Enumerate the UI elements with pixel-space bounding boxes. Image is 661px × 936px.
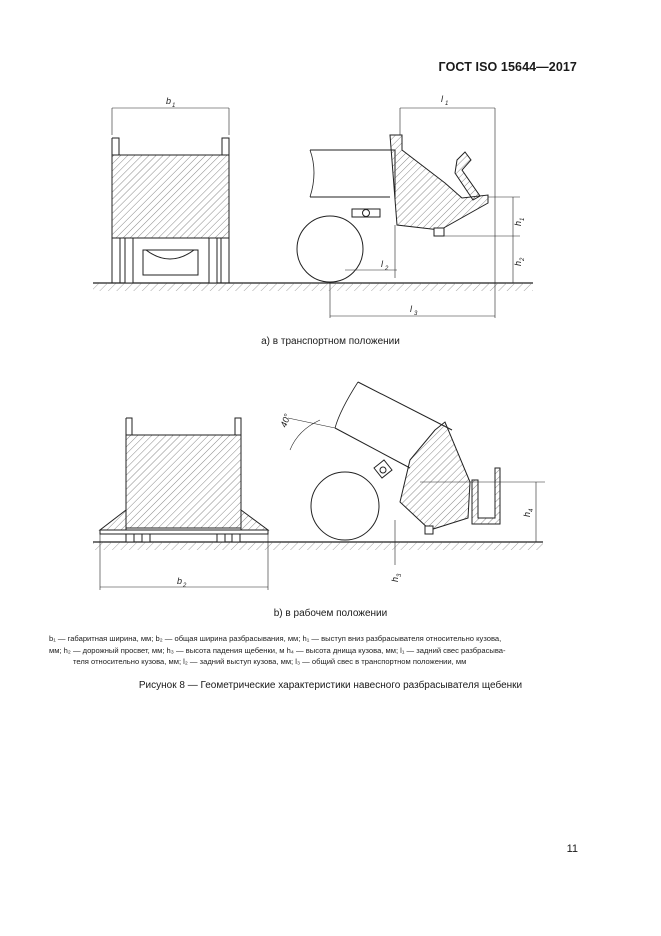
legend	[49, 633, 601, 668]
label-angle: 40°	[278, 412, 293, 429]
label-b2-sub: 2	[183, 583, 187, 589]
label-h3-sub: 3	[397, 573, 403, 577]
label-h2-sub: 2	[520, 257, 526, 261]
label-b2: b	[177, 576, 183, 586]
label-h1: h	[513, 220, 523, 226]
label-h1-sub: 1	[520, 217, 526, 221]
label-l2: l	[381, 259, 383, 269]
figure-b-caption: b) в рабочем положении	[273, 608, 388, 619]
label-b1-sub: 1	[172, 103, 176, 109]
label-h2: h	[513, 260, 523, 266]
label-h4: h	[522, 511, 532, 517]
figure-a-drawing	[93, 108, 533, 318]
label-l1-sub: 1	[445, 101, 449, 107]
legend-line-1: b₁ — габаритная ширина, мм; b₂ — общая ширина разбрасывания, мм; h₁ — выступ вниз разбрасывателя относительно кузова,	[49, 634, 502, 643]
label-l1: l	[441, 94, 443, 104]
label-h3: h	[390, 576, 400, 582]
figure-b-drawing	[93, 382, 545, 590]
figure-a-caption: а) в транспортном положении	[261, 336, 400, 347]
label-b1: b	[166, 96, 172, 106]
legend-line-2: мм; h₂ — дорожный просвет, мм; h₃ — высота падения щебенки, м h₄ — высота днища кузова, мм; l₁ — задний свес разбрасыва-	[49, 645, 506, 655]
legend-line-3: теля относительно кузова, мм; l₂ — задний выступ кузова, мм; l₃ — общий свес в транспортном положении, мм	[73, 657, 467, 666]
label-h4-sub: 4	[529, 508, 535, 512]
page-number: 11	[566, 843, 578, 855]
label-l2-sub: 2	[385, 266, 389, 272]
document-header: ГОСТ ISO 15644—2017	[438, 60, 577, 74]
figure-title: Рисунок 8 — Геометрические характеристики навесного разбрасывателя щебенки	[138, 680, 523, 691]
label-l3-sub: 3	[414, 311, 418, 317]
label-l3: l	[410, 304, 412, 314]
